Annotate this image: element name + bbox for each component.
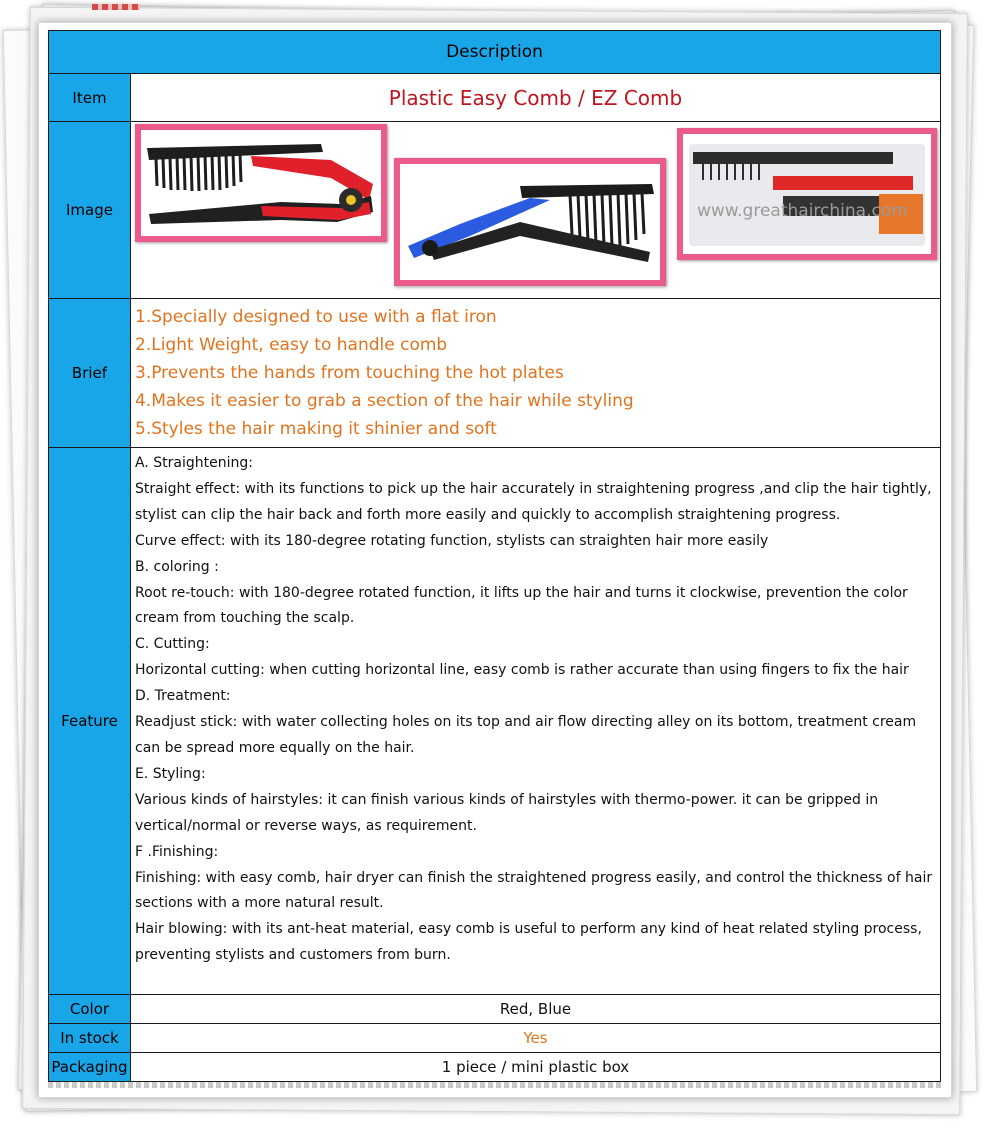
feature-line: D. Treatment:	[135, 688, 231, 705]
feature-line: Finishing: with easy comb, hair dryer can finish the straightened progress easily, and control the thickness of hair sections with a more natural result.	[135, 869, 933, 912]
product-photo-blue	[394, 158, 666, 286]
product-spec-table	[48, 30, 941, 1082]
watermark-text: www.greathairchina.com	[697, 201, 908, 221]
feature-line: E. Styling:	[135, 765, 206, 782]
stock-value: Yes	[131, 1024, 941, 1053]
color-label: Color	[49, 995, 131, 1024]
brief-content	[131, 299, 941, 448]
brief-line: 5.Styles the hair making it shinier and soft	[135, 419, 497, 439]
feature-line: Hair blowing: with its ant-heat material, easy comb is useful to perform any kind of heat related styling process, preventing stylists and customers from burn.	[135, 921, 922, 964]
stock-label: In stock	[49, 1024, 131, 1053]
product-photo-red	[135, 124, 387, 242]
feature-line: Readjust stick: with water collecting holes on its top and air flow directing alley on its bottom, treatment cream can be spread more equally on the hair.	[135, 714, 917, 756]
feature-line: Various kinds of hairstyles: it can finish various kinds of hairstyles with thermo-power. it can be gripped in vertical/normal or reverse ways, as requirement.	[135, 791, 879, 834]
product-images	[131, 122, 941, 299]
product-photo-package	[677, 128, 937, 260]
table-header: Description	[49, 31, 941, 74]
brief-label: Brief	[49, 299, 131, 448]
feature-line: Root re-touch: with 180-degree rotated function, it lifts up the hair and turns it clockwise, prevention the color cream from touching the scalp.	[135, 584, 908, 627]
feature-line: C. Cutting:	[135, 636, 210, 653]
product-title: Plastic Easy Comb / EZ Comb	[131, 74, 941, 122]
brief-line: 3.Prevents the hands from touching the hot plates	[135, 363, 564, 383]
decorative-stripe	[92, 4, 140, 10]
color-value: Red, Blue	[131, 995, 941, 1024]
feature-content	[131, 448, 941, 995]
brief-line: 4.Makes it easier to grab a section of the hair while styling	[135, 391, 634, 411]
item-label: Item	[49, 74, 131, 122]
feature-line: Curve effect: with its 180-degree rotating function, stylists can straighten hair more easily	[135, 532, 769, 549]
brief-line: 2.Light Weight, easy to handle comb	[135, 335, 448, 355]
feature-line: Straight effect: with its functions to pick up the hair accurately in straightening progress ,and clip the hair tightly, stylist can clip the hair back and forth more easily and quickly to accomplish straightening progress.	[135, 480, 932, 523]
packaging-value: 1 piece / mini plastic box	[131, 1053, 941, 1082]
feature-line: Horizontal cutting: when cutting horizontal line, easy comb is rather accurate than using fingers to fix the hair	[135, 662, 909, 679]
packaging-label: Packaging	[49, 1053, 131, 1082]
feature-line: A. Straightening:	[135, 455, 253, 471]
image-label: Image	[49, 122, 131, 299]
decorative-dashes	[48, 1082, 941, 1088]
brief-line: 1.Specially designed to use with a flat iron	[135, 307, 497, 327]
feature-label: Feature	[49, 448, 131, 995]
feature-line: B. coloring :	[135, 558, 219, 575]
feature-line: F .Finishing:	[135, 843, 219, 860]
